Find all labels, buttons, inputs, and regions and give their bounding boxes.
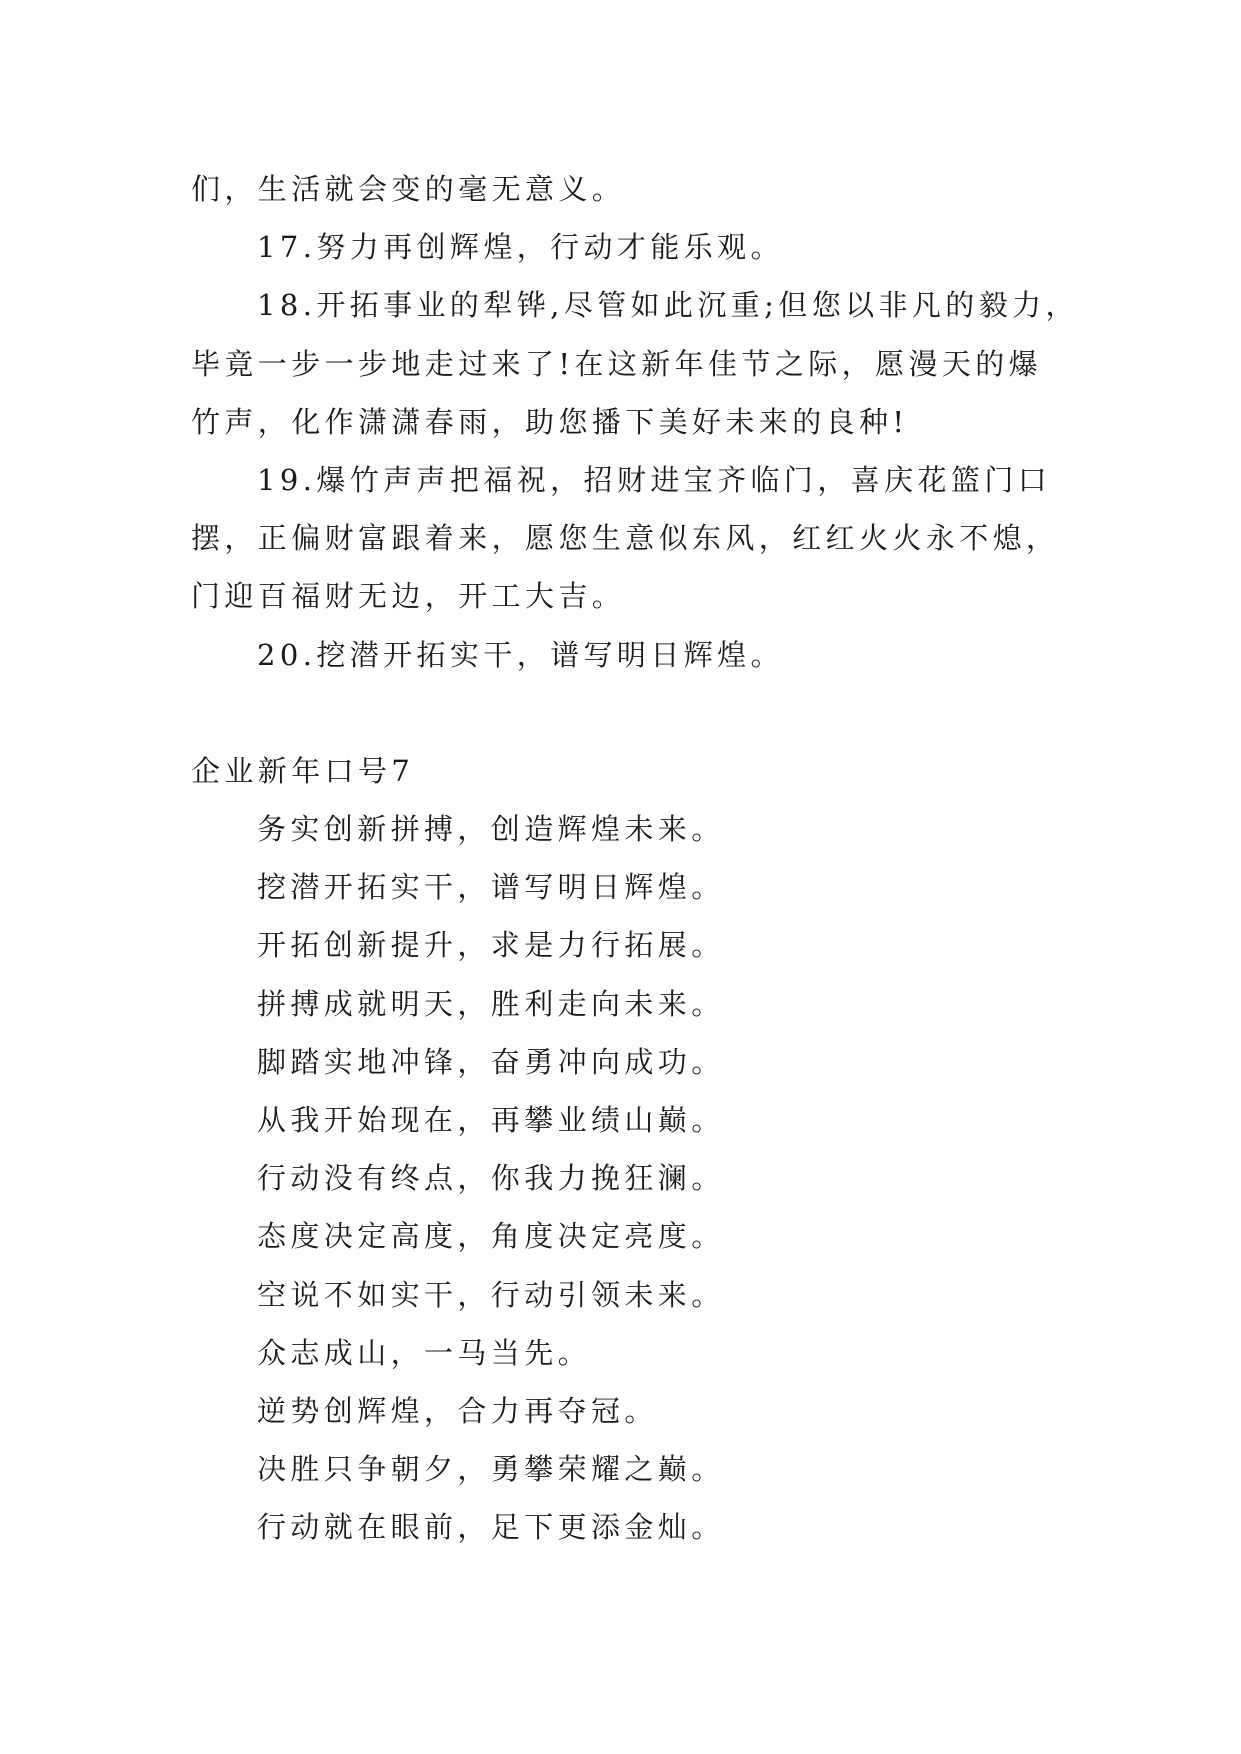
slogan-1: 务实创新拼搏，创造辉煌未来。 <box>257 812 725 847</box>
slogan-4: 拼搏成就明天，胜利走向未来。 <box>257 986 725 1021</box>
slogan-9: 空说不如实干，行动引领未来。 <box>257 1277 725 1312</box>
slogan-3: 开拓创新提升，求是力行拓展。 <box>257 928 725 963</box>
slogan-10: 众志成山，一马当先。 <box>257 1335 592 1370</box>
list-item-18-line-3: 竹声，化作潇潇春雨，助您播下美好未来的良种! <box>191 404 909 439</box>
list-item-19-line-3: 门迎百福财无边，开工大吉。 <box>191 579 626 614</box>
list-item-20: 20.挖潜开拓实干，谱写明日辉煌。 <box>257 637 784 672</box>
slogan-5: 脚踏实地冲锋，奋勇冲向成功。 <box>257 1044 725 1079</box>
section-spacer <box>191 684 1071 742</box>
slogan-8: 态度决定高度，角度决定亮度。 <box>257 1219 725 1254</box>
list-item-18-line-2: 毕竟一步一步地走过来了!在这新年佳节之际，愿漫天的爆 <box>191 346 1043 381</box>
slogan-7: 行动没有终点，你我力挽狂澜。 <box>257 1161 725 1196</box>
section-heading: 企业新年口号7 <box>191 753 415 788</box>
paragraph-continuation: 们，生活就会变的毫无意义。 <box>191 172 626 206</box>
slogan-2: 挖潜开拓实干，谱写明日辉煌。 <box>257 870 725 905</box>
document-body <box>191 160 1079 1557</box>
list-item-19-line-1: 19.爆竹声声把福祝，招财进宝齐临门，喜庆花篮门口 <box>257 462 1052 497</box>
slogan-11: 逆势创辉煌，合力再夺冠。 <box>257 1393 658 1428</box>
slogan-6: 从我开始现在，再攀业绩山巅。 <box>257 1103 725 1137</box>
slogan-12: 决胜只争朝夕，勇攀荣耀之巅。 <box>257 1452 725 1487</box>
slogan-13: 行动就在眼前，足下更添金灿。 <box>257 1510 725 1545</box>
list-item-18-line-1: 18.开拓事业的犁铧,尽管如此沉重;但您以非凡的毅力， <box>257 288 1079 323</box>
list-item-17: 17.努力再创辉煌，行动才能乐观。 <box>257 230 784 265</box>
list-item-19-line-2: 摆，正偏财富跟着来，愿您生意似东风，红红火火永不熄， <box>191 521 1060 556</box>
